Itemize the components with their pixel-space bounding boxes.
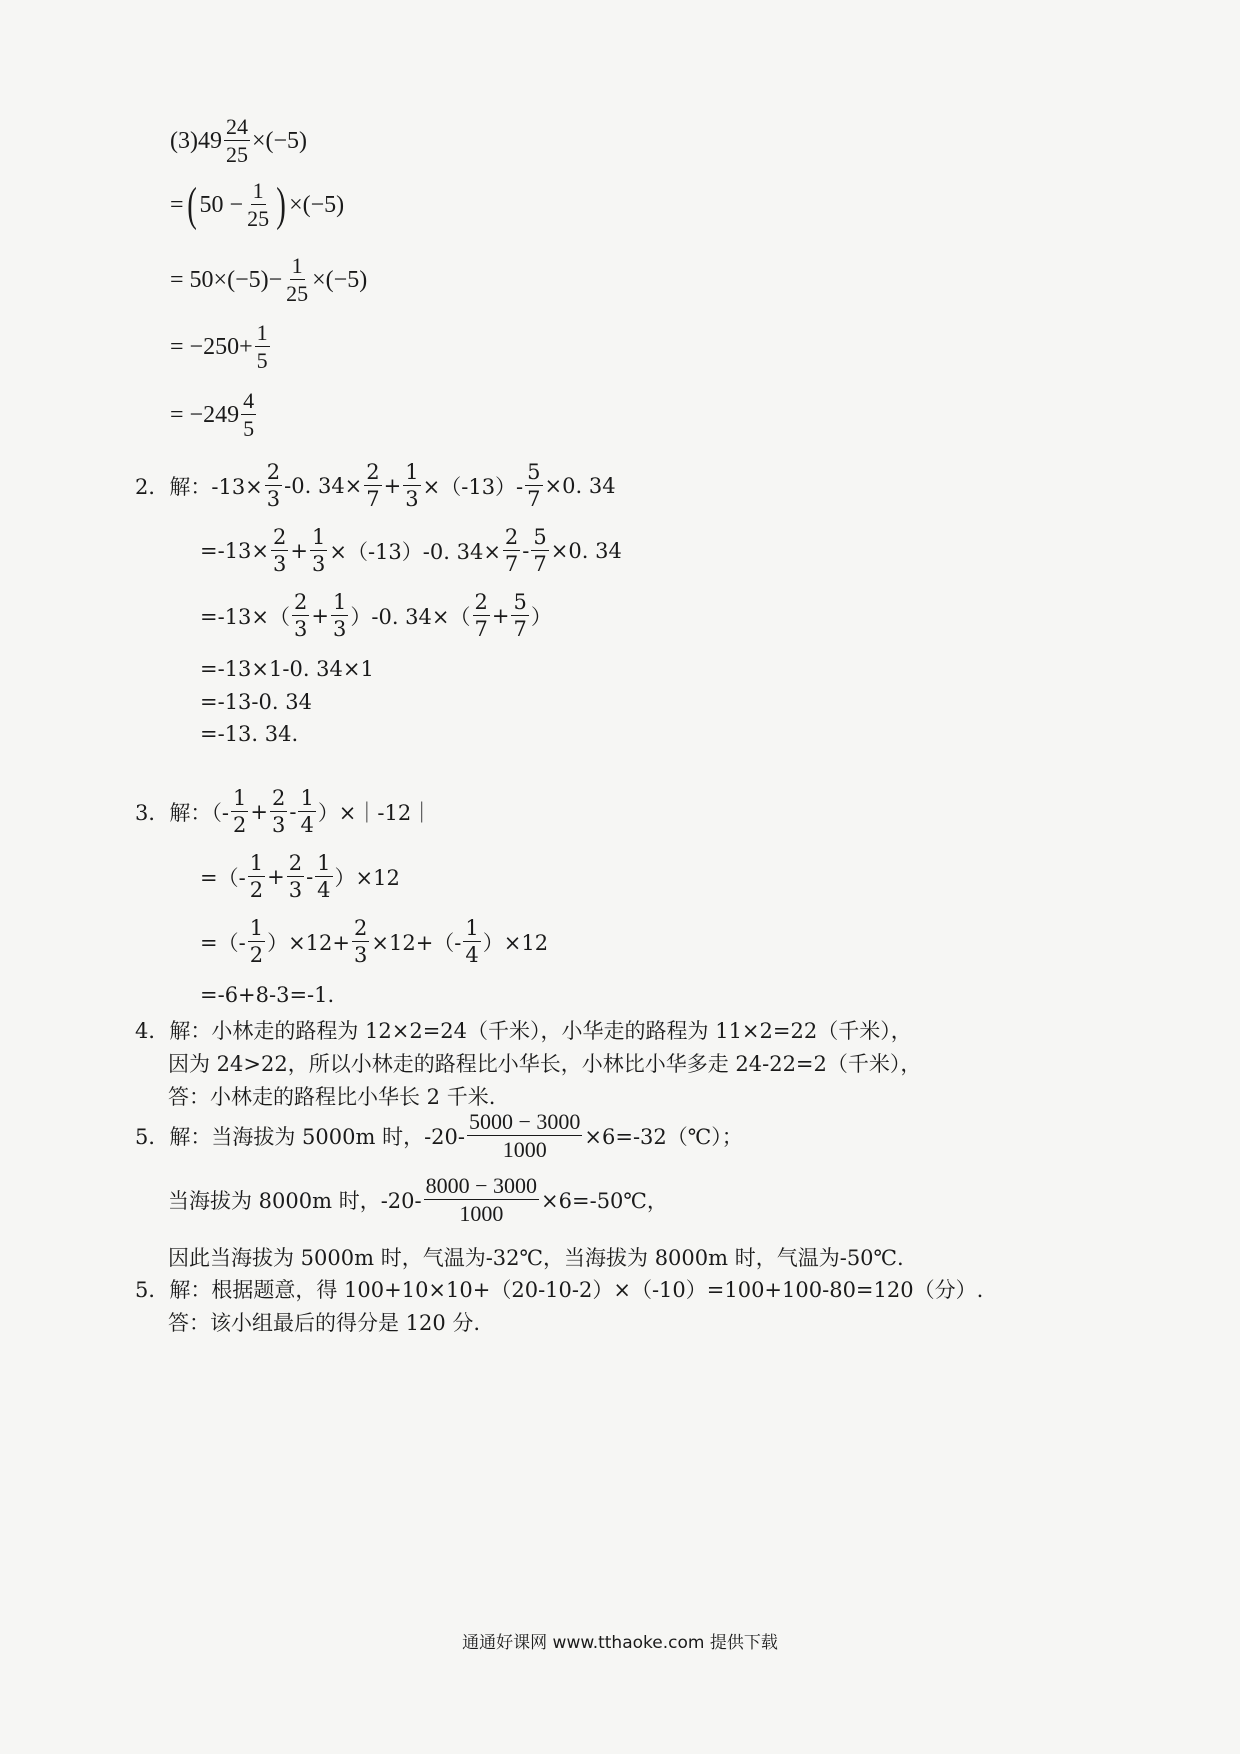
- q5a-l3-text: 因此当海拔为 5000m 时，气温为-32℃，当海拔为 8000m 时，气温为-50℃.: [168, 1246, 904, 1270]
- q2-l3-mid-3: +: [491, 604, 510, 628]
- q5b-l1-text: 5．解：根据题意，得 100+10×10+（20-10-2）×（-10）=100+100-80=120（分）.: [135, 1278, 984, 1302]
- q3-l3-fraction-3: [463, 918, 480, 966]
- q5a-line-3: [168, 1242, 904, 1272]
- fraction-numerator: 1: [465, 916, 479, 940]
- fraction-denominator: 2: [249, 878, 264, 902]
- q2-l6-text: =-13. 34.: [200, 722, 299, 746]
- p3-line-3: [170, 255, 367, 305]
- p3-l2-equals: =: [170, 191, 184, 218]
- fraction-numerator: 5: [527, 460, 541, 484]
- p3-l5-fraction: [241, 390, 256, 440]
- fraction-numerator: 1: [256, 320, 268, 345]
- q2-l2-mid-1: +: [290, 539, 308, 563]
- fraction-denominator: 2: [232, 813, 247, 837]
- q3-l4-text: =-6+8-3=-1.: [200, 983, 335, 1007]
- fraction-denominator: 3: [273, 552, 287, 576]
- fraction-denominator: 2: [249, 943, 264, 967]
- q3-l2-prefix: =（-: [200, 866, 246, 890]
- q4-line-1: [135, 1015, 912, 1045]
- q2-l1-fraction-4: [525, 462, 542, 510]
- fraction-numerator: 2: [504, 525, 519, 549]
- q5a-l1-prefix: 5．解：当海拔为 5000m 时，-20-: [135, 1125, 465, 1149]
- p3-l3-text-a: = 50×(−5)−: [170, 266, 283, 293]
- q4-l3-text: 答：小林走的路程比小华长 2 千米.: [168, 1085, 496, 1109]
- q2-l2-prefix: =-13×: [200, 539, 270, 563]
- fraction-denominator: 1000: [502, 1137, 547, 1162]
- p3-l2-text-a: 50 −: [199, 191, 244, 218]
- q4-l1-text: 4．解：小林走的路程为 12×2=24（千米），小华走的路程为 11×2=22（千米），: [135, 1019, 912, 1043]
- fraction-numerator: 2: [273, 525, 287, 549]
- fraction-numerator: 5: [533, 525, 547, 549]
- fraction-denominator: 3: [294, 617, 308, 641]
- q5a-l2-suffix: ×6=-50℃，: [541, 1189, 668, 1213]
- q3-line-3: [200, 918, 548, 966]
- q2-l3-fraction-4: [511, 592, 528, 640]
- q4-l2-text: 因为 24>22，所以小林走的路程比小华长，小林比小华多走 24-22=2（千米），: [168, 1052, 922, 1076]
- fraction-numerator: 8000 − 3000: [425, 1173, 538, 1198]
- q3-l3-mid-3: ）×12: [482, 931, 549, 955]
- fraction-numerator: 5000 − 3000: [468, 1109, 581, 1134]
- q3-l3-mid-1: ）×12+: [267, 931, 350, 955]
- fraction-denominator: 7: [504, 552, 519, 576]
- q4-line-2: [168, 1048, 921, 1078]
- fraction-denominator: 25: [225, 142, 248, 167]
- q3-l2-mid-2: -: [306, 865, 314, 889]
- p3-l2-fraction: [245, 180, 271, 230]
- q2-l3-fraction-3: [473, 592, 490, 640]
- fraction-denominator: 3: [312, 552, 326, 576]
- q2-l5-text: =-13-0. 34: [200, 690, 312, 714]
- fraction-numerator: 1: [333, 590, 347, 614]
- q2-l1-prefix: 2．解：-13×: [135, 475, 263, 499]
- q3-line-1: [135, 788, 432, 836]
- page-footer: 通通好课网 www.tthaoke.com 提供下载: [462, 1633, 778, 1653]
- p3-l3-fraction: [284, 255, 310, 305]
- q2-l1-mid-1: -0. 34×: [284, 474, 363, 498]
- fraction-numerator: 2: [294, 590, 308, 614]
- q3-l1-mid-2: -: [289, 800, 297, 824]
- q2-line-2: [200, 527, 622, 575]
- q2-l1-mid-3: ×（-13）-: [422, 475, 524, 499]
- q2-l1-fraction-2: [364, 462, 381, 510]
- q2-l2-fraction-1: [271, 527, 288, 575]
- fraction-numerator: 4: [243, 388, 255, 413]
- fraction-denominator: 4: [317, 878, 331, 902]
- fraction-denominator: 5: [243, 416, 255, 441]
- fraction-denominator: 7: [533, 552, 547, 576]
- p3-l2-text-b: ×(−5): [289, 191, 345, 218]
- q2-l3-fraction-1: [292, 592, 309, 640]
- p3-l2-right-paren: ): [276, 178, 286, 231]
- fraction-denominator: 3: [266, 487, 281, 511]
- p3-l1-fraction: [224, 116, 250, 166]
- fraction-numerator: 1: [405, 460, 419, 484]
- q2-l1-fraction-1: [265, 462, 282, 510]
- fraction-denominator: 7: [527, 487, 541, 511]
- fraction-numerator: 1: [317, 851, 331, 875]
- fraction-denominator: 25: [286, 281, 309, 306]
- q2-line-6: [200, 722, 298, 746]
- q5a-l1-suffix: ×6=-32（℃）；: [584, 1125, 743, 1149]
- fraction-numerator: 1: [249, 916, 264, 940]
- q5b-l2-text: 答：该小组最后的得分是 120 分.: [168, 1311, 481, 1335]
- q3-l3-prefix: =（-: [200, 931, 246, 955]
- p3-line-4: [170, 322, 272, 372]
- fraction-denominator: 3: [405, 487, 419, 511]
- p3-l4-text-a: = −250+: [170, 333, 253, 360]
- fraction-numerator: 2: [266, 460, 281, 484]
- fraction-numerator: 1: [249, 851, 264, 875]
- fraction-numerator: 2: [354, 916, 368, 940]
- q5a-l1-fraction: [467, 1111, 582, 1161]
- q3-l1-mid-1: +: [250, 800, 268, 824]
- q5b-line-1: [135, 1274, 983, 1304]
- q2-l2-mid-4: ×0. 34: [550, 539, 622, 563]
- q3-l2-fraction-3: [315, 853, 332, 901]
- q2-line-5: [200, 690, 312, 714]
- fraction-denominator: 7: [474, 617, 488, 641]
- fraction-denominator: 3: [333, 617, 347, 641]
- fraction-numerator: 24: [225, 114, 248, 139]
- q3-l3-mid-2: ×12+（-: [371, 931, 462, 955]
- q3-l3-fraction-2: [352, 918, 369, 966]
- fraction-denominator: 4: [300, 813, 314, 837]
- q3-l2-mid-1: +: [267, 865, 285, 889]
- fraction-numerator: 1: [312, 525, 326, 549]
- q2-l3-mid-4: ）: [530, 605, 552, 629]
- q5a-line-2: [168, 1175, 668, 1225]
- fraction-denominator: 4: [465, 943, 479, 967]
- fraction-numerator: 2: [366, 460, 380, 484]
- q3-l1-fraction-3: [298, 788, 315, 836]
- q2-line-4: [200, 657, 374, 681]
- q3-l1-fraction-2: [270, 788, 287, 836]
- q3-l2-mid-3: ）×12: [334, 866, 400, 890]
- q2-l1-fraction-3: [403, 462, 420, 510]
- q2-l2-mid-3: -: [522, 539, 530, 563]
- fraction-denominator: 25: [247, 206, 270, 231]
- p3-l2-left-paren: (: [186, 178, 197, 231]
- p3-l1-text-b: ×(−5): [251, 127, 308, 154]
- fraction-numerator: 2: [288, 851, 303, 875]
- q3-l3-fraction-1: [248, 918, 265, 966]
- fraction-denominator: 3: [271, 813, 286, 837]
- q2-l4-text: =-13×1-0. 34×1: [200, 657, 374, 681]
- q3-l1-fraction-1: [231, 788, 248, 836]
- q5b-line-2: [168, 1307, 480, 1337]
- p3-l3-text-b: ×(−5): [312, 266, 368, 293]
- q2-line-3: [200, 592, 552, 640]
- q2-l1-mid-4: ×0. 34: [544, 474, 616, 498]
- q5a-l2-fraction: [424, 1175, 539, 1225]
- p3-line-2: [170, 180, 344, 230]
- q2-l2-fraction-2: [310, 527, 327, 575]
- fraction-numerator: 5: [513, 590, 527, 614]
- q3-l2-fraction-1: [248, 853, 265, 901]
- fraction-denominator: 7: [513, 617, 527, 641]
- q2-line-1: [135, 462, 616, 510]
- fraction-numerator: 2: [271, 786, 286, 810]
- q3-l1-mid-3: ）×｜-12｜: [317, 801, 433, 825]
- q2-l3-prefix: =-13×（: [200, 605, 291, 629]
- fraction-denominator: 5: [256, 348, 268, 373]
- q2-l3-mid-2: ）-0. 34×（: [350, 605, 471, 629]
- q3-l2-fraction-2: [287, 853, 304, 901]
- q5a-line-1: [135, 1111, 743, 1161]
- fraction-numerator: 2: [474, 590, 488, 614]
- p3-line-5: [170, 390, 258, 440]
- q5a-l2-prefix: 当海拔为 8000m 时，-20-: [168, 1189, 422, 1213]
- fraction-numerator: 1: [252, 178, 264, 203]
- p3-l4-fraction: [255, 322, 270, 372]
- p3-line-1: [170, 116, 307, 166]
- fraction-numerator: 1: [232, 786, 247, 810]
- q4-line-3: [168, 1081, 495, 1111]
- p3-l5-text-a: = −249: [170, 401, 240, 428]
- fraction-numerator: 1: [300, 786, 314, 810]
- fraction-denominator: 1000: [459, 1201, 504, 1226]
- q2-l2-fraction-3: [503, 527, 520, 575]
- fraction-denominator: 7: [366, 487, 380, 511]
- fraction-numerator: 1: [291, 253, 303, 278]
- q3-line-4: [200, 983, 334, 1007]
- q2-l2-fraction-4: [531, 527, 548, 575]
- fraction-denominator: 3: [288, 878, 303, 902]
- q2-l3-fraction-2: [331, 592, 348, 640]
- q2-l3-mid-1: +: [311, 604, 329, 628]
- p3-l1-text-a: (3)49: [170, 127, 222, 154]
- q2-l2-mid-2: ×（-13）-0. 34×: [329, 540, 501, 564]
- q2-l1-mid-2: +: [383, 474, 402, 498]
- fraction-denominator: 3: [354, 943, 368, 967]
- q3-line-2: [200, 853, 400, 901]
- q3-l1-prefix: 3．解：（-: [135, 801, 229, 825]
